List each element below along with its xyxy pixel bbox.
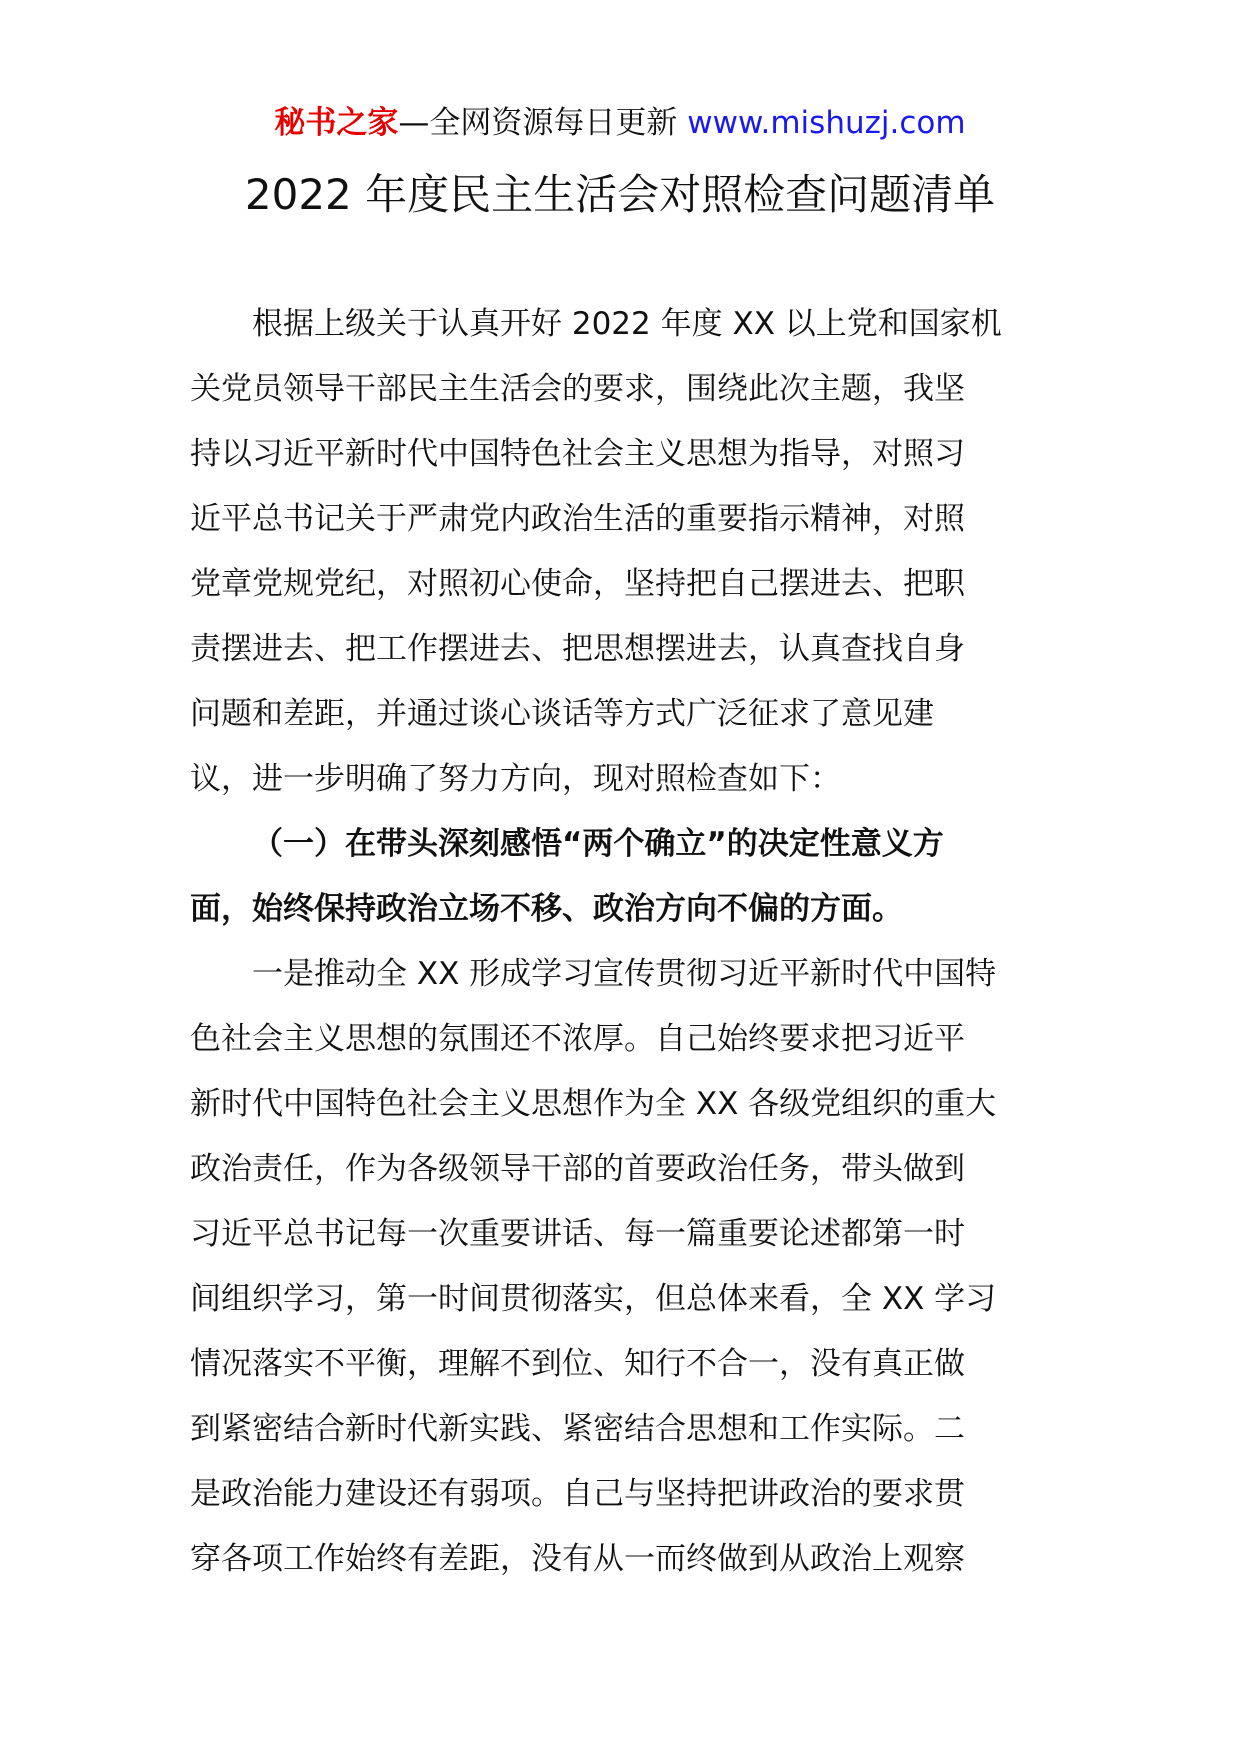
body-line: 政治责任，作为各级领导干部的首要政治任务，带头做到 — [190, 1151, 965, 1187]
body-line: 问题和差距，并通过谈心谈话等方式广泛征求了意见建 — [190, 696, 934, 732]
section-heading-line: 面，始终保持政治立场不移、政治方向不偏的方面。 — [190, 891, 903, 927]
body-line: 到紧密结合新时代新实践、紧密结合思想和工作实际。二 — [190, 1411, 965, 1447]
header-slogan: —全网资源每日更新 — [398, 105, 688, 141]
body-line: 习近平总书记每一次重要讲话、每一篇重要论述都第一时 — [190, 1216, 965, 1252]
body-line: 间组织学习，第一时间贯彻落实，但总体来看，全 XX 学习 — [190, 1281, 997, 1317]
body-line: 一是推动全 XX 形成学习宣传贯彻习近平新时代中国特 — [252, 956, 997, 992]
section-heading-line: （一）在带头深刻感悟“两个确立”的决定性意义方 — [252, 826, 944, 862]
body-line: 近平总书记关于严肃党内政治生活的重要指示精神，对照 — [190, 501, 965, 537]
document-title: 2022 年度民主生活会对照检查问题清单 — [244, 170, 996, 219]
body-line: 根据上级关于认真开好 2022 年度 XX 以上党和国家机 — [252, 306, 1002, 342]
body-line: 党章党规党纪，对照初心使命，坚持把自己摆进去、把职 — [190, 566, 965, 602]
body-line: 是政治能力建设还有弱项。自己与坚持把讲政治的要求贯 — [190, 1476, 965, 1512]
site-header — [0, 98, 1240, 148]
body-line: 新时代中国特色社会主义思想作为全 XX 各级党组织的重大 — [190, 1086, 997, 1122]
body-line: 色社会主义思想的氛围还不浓厚。自己始终要求把习近平 — [190, 1021, 965, 1057]
body-line: 议，进一步明确了努力方向，现对照检查如下： — [190, 761, 841, 797]
site-url-link[interactable]: www.mishuzj.com — [687, 105, 966, 141]
body-line: 责摆进去、把工作摆进去、把思想摆进去，认真查找自身 — [190, 631, 965, 667]
brand-name: 秘书之家 — [274, 105, 399, 141]
document-body — [190, 292, 1058, 1592]
body-line: 持以习近平新时代中国特色社会主义思想为指导，对照习 — [190, 436, 965, 472]
body-line: 关党员领导干部民主生活会的要求，围绕此次主题，我坚 — [190, 371, 965, 407]
body-line: 穿各项工作始终有差距，没有从一而终做到从政治上观察 — [190, 1541, 965, 1577]
body-line: 情况落实不平衡，理解不到位、知行不合一，没有真正做 — [190, 1346, 965, 1382]
